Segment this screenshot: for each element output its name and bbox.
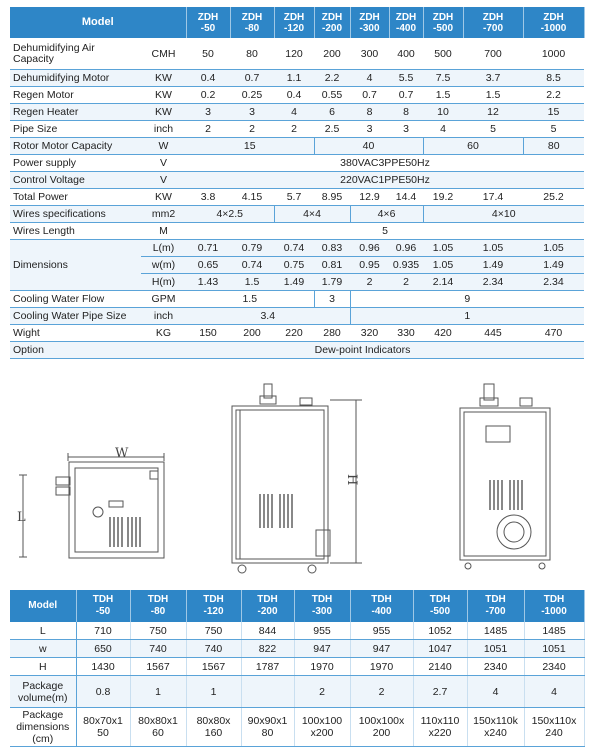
row-label: Regen Motor [10, 87, 141, 104]
cell: 4×6 [350, 206, 423, 223]
cell: 750 [186, 622, 241, 640]
cell: 0.7 [389, 87, 423, 104]
cell: 80 [523, 138, 584, 155]
cell: 0.74 [230, 257, 274, 274]
unit: CMH [141, 38, 186, 70]
cell: 2340 [524, 658, 584, 676]
package-table [10, 590, 585, 747]
cell: 1051 [467, 640, 524, 658]
cell: 8 [389, 104, 423, 121]
cell: 25.2 [523, 189, 584, 206]
cell: 0.79 [230, 240, 274, 257]
row-dehumidifying-motor [10, 70, 584, 87]
cell: 4 [524, 676, 584, 708]
row-label: Cooling Water Flow [10, 291, 141, 308]
cell: 0.65 [186, 257, 230, 274]
row-label: Package dimensions (cm) [10, 708, 76, 747]
cell: 17.4 [463, 189, 523, 206]
length-label: L [17, 510, 26, 525]
cell: 15 [186, 138, 314, 155]
cell: 150x110x 240 [524, 708, 584, 747]
cell: 100x100x 200 [350, 708, 413, 747]
cell: 3 [350, 121, 389, 138]
cell: 947 [350, 640, 413, 658]
cell: 330 [389, 325, 423, 342]
row-regen-heater [10, 104, 584, 121]
cell: 955 [350, 622, 413, 640]
cell: 2140 [413, 658, 467, 676]
cell: 0.96 [389, 240, 423, 257]
row-dimensions-L [10, 240, 584, 257]
cell: 0.8 [76, 676, 130, 708]
unit: W [141, 138, 186, 155]
cell: 150 [186, 325, 230, 342]
cell: 0.81 [314, 257, 350, 274]
cell: 2340 [467, 658, 524, 676]
cell: 1.05 [523, 240, 584, 257]
cell: 2.34 [463, 274, 523, 291]
cell: 750 [130, 622, 186, 640]
cell: 1.49 [463, 257, 523, 274]
row-wires-spec [10, 206, 584, 223]
cell: 500 [423, 38, 463, 70]
cell: 740 [186, 640, 241, 658]
cell: 4 [350, 70, 389, 87]
height-label: H [344, 474, 359, 486]
cell: 1.43 [186, 274, 230, 291]
cell: 100x100 x200 [294, 708, 350, 747]
row-cooling-flow [10, 291, 584, 308]
cell: 3.8 [186, 189, 230, 206]
cell: 0.83 [314, 240, 350, 257]
cell: 19.2 [423, 189, 463, 206]
model-col: ZDH -400 [389, 7, 423, 38]
cell: 2.2 [523, 87, 584, 104]
row-total-power [10, 189, 584, 206]
cell: 1430 [76, 658, 130, 676]
cell: 0.74 [274, 240, 314, 257]
cell: 4×2.5 [186, 206, 274, 223]
model-col: ZDH -1000 [523, 7, 584, 38]
row-label: w [10, 640, 76, 658]
model-col: TDH -300 [294, 590, 350, 622]
cell: 1052 [413, 622, 467, 640]
cell: 710 [76, 622, 130, 640]
cell: 400 [389, 38, 423, 70]
row-weight [10, 325, 584, 342]
cell: 10 [423, 104, 463, 121]
cell: 0.7 [230, 70, 274, 87]
cell: 80x80x 160 [186, 708, 241, 747]
cell: 445 [463, 325, 523, 342]
cell: 0.7 [350, 87, 389, 104]
cell: 3 [186, 104, 230, 121]
unit: KW [141, 189, 186, 206]
cell: 650 [76, 640, 130, 658]
cell: 4×4 [274, 206, 350, 223]
row-label: Power supply [10, 155, 141, 172]
cell: 4.15 [230, 189, 274, 206]
cell: 3 [314, 291, 350, 308]
row-pkg-H [10, 658, 584, 676]
cell: 5 [523, 121, 584, 138]
cell: 0.935 [389, 257, 423, 274]
cell: 3 [389, 121, 423, 138]
model-col: TDH -700 [467, 590, 524, 622]
cell: 844 [241, 622, 294, 640]
package-header-row [10, 590, 584, 622]
width-label: W [115, 446, 129, 461]
cell: 1.79 [314, 274, 350, 291]
model-col: ZDH -300 [350, 7, 389, 38]
model-col: ZDH -80 [230, 7, 274, 38]
cell: 8.5 [523, 70, 584, 87]
unit: KW [141, 70, 186, 87]
model-col: ZDH -500 [423, 7, 463, 38]
row-label: Dehumidifying Motor [10, 70, 141, 87]
cell: 120 [274, 38, 314, 70]
cell: 2 [350, 274, 389, 291]
cell: 1 [186, 676, 241, 708]
cell: 0.2 [186, 87, 230, 104]
cell: 15 [523, 104, 584, 121]
cell: 0.95 [350, 257, 389, 274]
row-option [10, 342, 584, 359]
cell: 200 [314, 38, 350, 70]
unit: KG [141, 325, 186, 342]
cell: 2.5 [314, 121, 350, 138]
row-label: L [10, 622, 76, 640]
model-col: TDH -50 [76, 590, 130, 622]
cell: 1485 [467, 622, 524, 640]
cell: 220 [274, 325, 314, 342]
cell: 470 [523, 325, 584, 342]
cell: 80x80x1 60 [130, 708, 186, 747]
cell: 320 [350, 325, 389, 342]
cell: 4 [423, 121, 463, 138]
cell: 1000 [523, 38, 584, 70]
unit: H(m) [141, 274, 186, 291]
cell: 50 [186, 38, 230, 70]
unit: V [141, 172, 186, 189]
unit: M [141, 223, 186, 240]
top-view-drawing [14, 445, 180, 575]
row-label: H [10, 658, 76, 676]
cell: 0.4 [186, 70, 230, 87]
cell: 90x90x1 80 [241, 708, 294, 747]
unit: inch [141, 121, 186, 138]
model-col: TDH -1000 [524, 590, 584, 622]
row-pipe-size [10, 121, 584, 138]
cell: 1.49 [274, 274, 314, 291]
model-header: Model [10, 590, 76, 622]
unit: KW [141, 87, 186, 104]
cell: 2.2 [314, 70, 350, 87]
cell: 2 [186, 121, 230, 138]
cell: 0.75 [274, 257, 314, 274]
cell: 1 [130, 676, 186, 708]
cell: 0.71 [186, 240, 230, 257]
cell: 5 [186, 223, 584, 240]
cell: 700 [463, 38, 523, 70]
cell: 947 [294, 640, 350, 658]
model-header: Model [10, 7, 186, 38]
row-control-voltage [10, 172, 584, 189]
row-rotor-motor [10, 138, 584, 155]
cell: 2 [350, 676, 413, 708]
cell: 1.5 [423, 87, 463, 104]
row-label: Wires Length [10, 223, 141, 240]
model-col: TDH -500 [413, 590, 467, 622]
cell: 4 [274, 104, 314, 121]
cell: 380VAC3PPE50Hz [186, 155, 584, 172]
cell: 1.1 [274, 70, 314, 87]
model-col: TDH -200 [241, 590, 294, 622]
unit: inch [141, 308, 186, 325]
spec-table [10, 7, 585, 359]
cell: 0.4 [274, 87, 314, 104]
cell: 12 [463, 104, 523, 121]
unit: w(m) [141, 257, 186, 274]
cell: 1970 [294, 658, 350, 676]
unit: L(m) [141, 240, 186, 257]
model-col: TDH -120 [186, 590, 241, 622]
cell: 2 [389, 274, 423, 291]
model-col: TDH -80 [130, 590, 186, 622]
model-col: ZDH -200 [314, 7, 350, 38]
cell: 8 [350, 104, 389, 121]
cell: 2.7 [413, 676, 467, 708]
row-label: Regen Heater [10, 104, 141, 121]
cell: 0.55 [314, 87, 350, 104]
unit: GPM [141, 291, 186, 308]
spec-header-row [10, 7, 584, 38]
row-cooling-pipe [10, 308, 584, 325]
row-label: Cooling Water Pipe Size [10, 308, 141, 325]
cell: 1787 [241, 658, 294, 676]
cell: 1485 [524, 622, 584, 640]
cell: 0.96 [350, 240, 389, 257]
cell: 822 [241, 640, 294, 658]
row-label: Control Voltage [10, 172, 141, 189]
cell: 40 [314, 138, 423, 155]
cell: 1 [350, 308, 584, 325]
row-label: Wires specifications [10, 206, 141, 223]
cell: 4×10 [423, 206, 584, 223]
row-air-capacity [10, 38, 584, 70]
row-label: Wight [10, 325, 141, 342]
cell: 1.05 [423, 257, 463, 274]
row-label: Package volume(m) [10, 676, 76, 708]
cell: 12.9 [350, 189, 389, 206]
cell: 3 [230, 104, 274, 121]
cell: 220VAC1PPE50Hz [186, 172, 584, 189]
cell: 7.5 [423, 70, 463, 87]
cell: 5.7 [274, 189, 314, 206]
cell: 8.95 [314, 189, 350, 206]
model-col: TDH -400 [350, 590, 413, 622]
cell: Dew-point Indicators [141, 342, 584, 359]
cell: 2 [294, 676, 350, 708]
cell: 1567 [186, 658, 241, 676]
row-pkg-L [10, 622, 584, 640]
cell: 1051 [524, 640, 584, 658]
cell: 1970 [350, 658, 413, 676]
unit: V [141, 155, 186, 172]
cell: 280 [314, 325, 350, 342]
cell: 150x110k x240 [467, 708, 524, 747]
cell: 80 [230, 38, 274, 70]
cell: 1.5 [186, 291, 314, 308]
cell: 2 [274, 121, 314, 138]
row-pkg-volume [10, 676, 584, 708]
cell: 2.34 [523, 274, 584, 291]
row-label: Dehumidifying Air Capacity [10, 38, 141, 70]
row-wires-length [10, 223, 584, 240]
cell: 740 [130, 640, 186, 658]
cell: 1.5 [463, 87, 523, 104]
row-label: Dimensions [10, 240, 141, 291]
cell [241, 676, 294, 708]
cell: 0.25 [230, 87, 274, 104]
cell: 1.5 [230, 274, 274, 291]
cell: 80x70x1 50 [76, 708, 130, 747]
cell: 420 [423, 325, 463, 342]
cell: 2.14 [423, 274, 463, 291]
row-label: Option [10, 342, 141, 359]
cell: 6 [314, 104, 350, 121]
front-view-drawing [220, 380, 370, 580]
side-view-drawing [450, 380, 560, 580]
cell: 9 [350, 291, 584, 308]
cell: 3.7 [463, 70, 523, 87]
cell: 1.05 [423, 240, 463, 257]
cell: 1047 [413, 640, 467, 658]
row-power-supply [10, 155, 584, 172]
cell: 5 [463, 121, 523, 138]
row-label: Pipe Size [10, 121, 141, 138]
row-label: Rotor Motor Capacity [10, 138, 141, 155]
unit: KW [141, 104, 186, 121]
model-col: ZDH -120 [274, 7, 314, 38]
cell: 1567 [130, 658, 186, 676]
model-col: ZDH -50 [186, 7, 230, 38]
cell: 200 [230, 325, 274, 342]
row-label: Total Power [10, 189, 141, 206]
cell: 14.4 [389, 189, 423, 206]
row-pkg-dimensions [10, 708, 584, 747]
model-col: ZDH -700 [463, 7, 523, 38]
cell: 1.05 [463, 240, 523, 257]
unit: mm2 [141, 206, 186, 223]
cell: 300 [350, 38, 389, 70]
cell: 5.5 [389, 70, 423, 87]
row-pkg-w [10, 640, 584, 658]
cell: 2 [230, 121, 274, 138]
cell: 110x110 x220 [413, 708, 467, 747]
cell: 4 [467, 676, 524, 708]
cell: 1.49 [523, 257, 584, 274]
cell: 60 [423, 138, 523, 155]
cell: 3.4 [186, 308, 350, 325]
row-regen-motor [10, 87, 584, 104]
cell: 955 [294, 622, 350, 640]
